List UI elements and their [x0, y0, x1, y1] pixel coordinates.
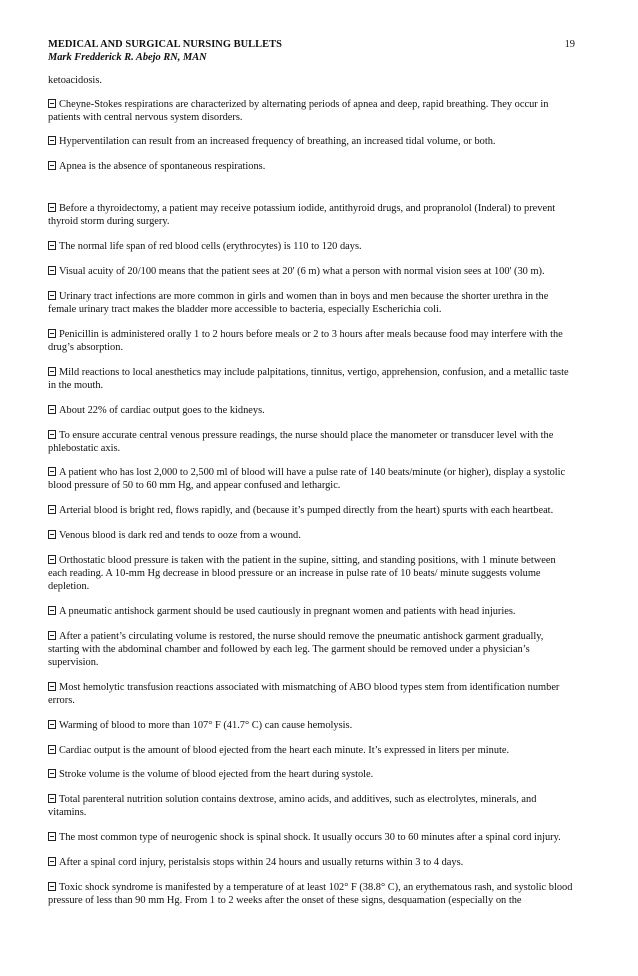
list-item — [48, 429, 575, 455]
list-item-text: Venous blood is dark red and tends to ooze from a wound. — [59, 530, 301, 542]
list-item-text: Most hemolytic transfusion reactions associated with mismatching of ABO blood types stem from identification number errors. — [48, 681, 560, 706]
square-bullet-icon — [48, 99, 56, 108]
list-item — [48, 98, 575, 124]
square-bullet-icon — [48, 832, 56, 841]
list-item — [48, 290, 575, 316]
square-bullet-icon — [48, 161, 56, 170]
list-item-text: The normal life span of red blood cells (erythrocytes) is 110 to 120 days. — [59, 241, 362, 253]
list-item — [48, 605, 575, 618]
list-item — [48, 366, 575, 392]
list-item — [48, 328, 575, 354]
continued-fragment: ketoacidosis. — [48, 75, 102, 86]
list-item-text: Total parenteral nutrition solution contains dextrose, amino acids, and additives, such as electrolytes, minerals, and vitamins. — [48, 794, 537, 819]
list-item — [48, 240, 575, 253]
list-item — [48, 504, 575, 517]
list-item-text: Warming of blood to more than 107° F (41.7° C) can cause hemolysis. — [59, 719, 353, 731]
list-item — [48, 768, 575, 781]
list-item — [48, 831, 575, 844]
list-item — [48, 856, 575, 869]
list-item-text: Orthostatic blood pressure is taken with the patient in the supine, sitting, and standing positions, with 1 minute between each reading. A 10-mm Hg decrease in blood pressure or an increase in pulse rate of 10 beats/ minute suggests volume depletion. — [48, 555, 556, 593]
list-item-text: Hyperventilation can result from an increased frequency of breathing, an increased tidal volume, or both. — [59, 136, 496, 148]
list-item-text: Visual acuity of 20/100 means that the patient sees at 20' (6 m) what a person with normal vision sees at 100' (30 m). — [59, 266, 545, 278]
list-item-text: After a spinal cord injury, peristalsis stops within 24 hours and usually returns within 3 to 4 days. — [59, 857, 464, 869]
list-item-text: Penicillin is administered orally 1 to 2 hours before meals or 2 to 3 hours after meals because food may interfere with the drug’s absorption. — [48, 328, 563, 353]
list-item — [48, 404, 575, 417]
list-item — [48, 466, 575, 492]
square-bullet-icon — [48, 329, 56, 338]
square-bullet-icon — [48, 631, 56, 640]
list-item — [48, 135, 575, 148]
list-item — [48, 881, 575, 907]
list-item-text: To ensure accurate central venous pressure readings, the nurse should place the manometer or transducer level with the phlebostatic axis. — [48, 429, 554, 454]
square-bullet-icon — [48, 555, 56, 564]
square-bullet-icon — [48, 291, 56, 300]
square-bullet-icon — [48, 769, 56, 778]
list-item — [48, 554, 575, 593]
square-bullet-icon — [48, 720, 56, 729]
list-item-text: Before a thyroidectomy, a patient may receive potassium iodide, antithyroid drugs, and propranolol (Inderal) to prevent thyroid storm during surgery. — [48, 203, 556, 228]
square-bullet-icon — [48, 606, 56, 615]
document-page — [48, 38, 575, 919]
list-item-text: After a patient’s circulating volume is restored, the nurse should remove the pneumatic antishock garment gradually, starting with the abdominal chamber and followed by each leg. The garment should be removed under a physician’s supervision. — [48, 630, 544, 668]
list-item — [48, 529, 575, 542]
list-item — [48, 630, 575, 669]
square-bullet-icon — [48, 505, 56, 514]
list-item-text: A pneumatic antishock garment should be used cautiously in pregnant women and patients with head injuries. — [59, 605, 516, 617]
list-item — [48, 160, 575, 173]
list-item — [48, 744, 575, 757]
bullet-list — [48, 98, 575, 907]
square-bullet-icon — [48, 467, 56, 476]
document-title: MEDICAL AND SURGICAL NURSING BULLETS — [48, 39, 282, 50]
list-item-text: The most common type of neurogenic shock is spinal shock. It usually occurs 30 to 60 minutes after a spinal cord injury. — [59, 832, 561, 844]
list-item-text: Toxic shock syndrome is manifested by a temperature of at least 102° F (38.8° C), an erythematous rash, and systolic blood pressure of less than 90 mm Hg. From 1 to 2 weeks after the onset of these signs, desquamation (especially on the — [48, 881, 573, 906]
square-bullet-icon — [48, 241, 56, 250]
square-bullet-icon — [48, 405, 56, 414]
square-bullet-icon — [48, 430, 56, 439]
list-item-text: Cheyne-Stokes respirations are characterized by alternating periods of apnea and deep, rapid breathing. They occur in patients with central nervous system disorders. — [48, 98, 549, 123]
square-bullet-icon — [48, 682, 56, 691]
square-bullet-icon — [48, 745, 56, 754]
list-item — [48, 202, 575, 228]
square-bullet-icon — [48, 882, 56, 891]
list-item — [48, 793, 575, 819]
list-item-text: About 22% of cardiac output goes to the kidneys. — [59, 404, 265, 416]
square-bullet-icon — [48, 794, 56, 803]
list-item-text: A patient who has lost 2,000 to 2,500 ml of blood will have a pulse rate of 140 beats/minute (or higher), display a systolic blood pressure of 50 to 60 mm Hg, and appear confused and lethargic. — [48, 467, 566, 492]
list-item-text: Mild reactions to local anesthetics may include palpitations, tinnitus, vertigo, apprehension, confusion, and a metallic taste in the mouth. — [48, 366, 569, 391]
page-number: 19 — [564, 39, 575, 50]
square-bullet-icon — [48, 203, 56, 212]
list-item-text: Stroke volume is the volume of blood ejected from the heart during systole. — [59, 769, 374, 781]
square-bullet-icon — [48, 367, 56, 376]
square-bullet-icon — [48, 266, 56, 275]
list-item-text: Urinary tract infections are more common in girls and women than in boys and men because the shorter urethra in the female urinary tract makes the bladder more accessible to bacteria, especially Escherichia coli. — [48, 290, 549, 315]
list-item-text: Arterial blood is bright red, flows rapidly, and (because it’s pumped directly from the heart) spurts with each heartbeat. — [59, 505, 554, 517]
list-item-text: Apnea is the absence of spontaneous respirations. — [59, 161, 266, 173]
list-item-text: Cardiac output is the amount of blood ejected from the heart each minute. It’s expressed in liters per minute. — [59, 744, 510, 756]
list-item — [48, 719, 575, 732]
document-author: Mark Fredderick R. Abejo RN, MAN — [48, 52, 207, 63]
square-bullet-icon — [48, 530, 56, 539]
square-bullet-icon — [48, 857, 56, 866]
list-item — [48, 681, 575, 707]
list-item — [48, 265, 575, 278]
square-bullet-icon — [48, 136, 56, 145]
